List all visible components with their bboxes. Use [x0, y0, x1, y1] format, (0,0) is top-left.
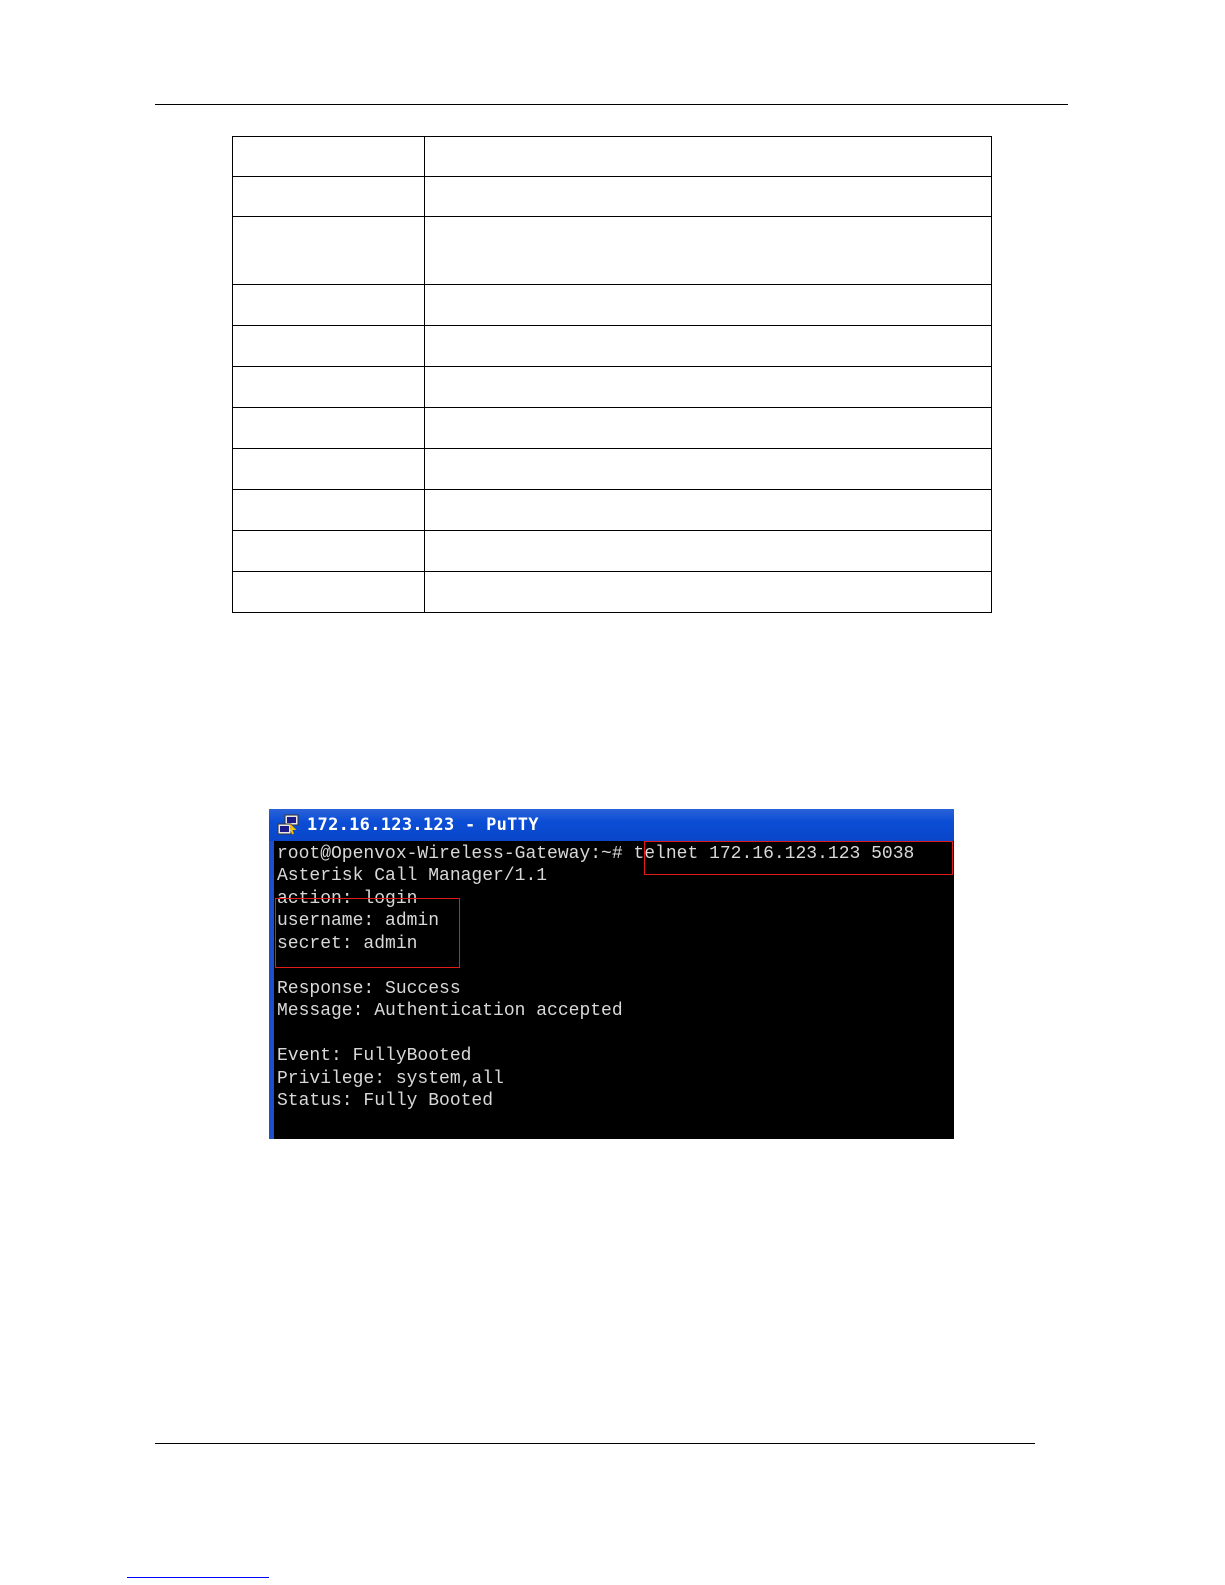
terminal-line: Privilege: system,all	[277, 1069, 504, 1089]
table-cell	[233, 137, 425, 177]
window-border	[269, 841, 274, 1139]
table-row	[233, 217, 992, 285]
table-row	[233, 177, 992, 217]
table-cell	[425, 177, 992, 217]
table-cell	[233, 367, 425, 408]
login-credentials-highlight	[275, 898, 460, 968]
terminal-line: root@Openvox-Wireless-Gateway:~# telnet 172.16.123.123 5038	[277, 844, 915, 864]
terminal-line: secret: admin	[277, 934, 418, 954]
table-row	[233, 285, 992, 326]
telnet-command-highlight	[644, 841, 953, 875]
putty-window-title: 172.16.123.123 - PuTTY	[307, 815, 539, 835]
table-row	[233, 449, 992, 490]
table-cell	[425, 572, 992, 613]
table-row	[233, 490, 992, 531]
table-cell	[233, 572, 425, 613]
table-cell	[425, 137, 992, 177]
table-row	[233, 137, 992, 177]
table-cell	[425, 408, 992, 449]
putty-title-bar	[269, 809, 954, 841]
table-cell	[233, 531, 425, 572]
table-cell	[425, 217, 992, 285]
table-cell	[233, 326, 425, 367]
table-cell	[233, 490, 425, 531]
table-cell	[233, 217, 425, 285]
header-rule	[155, 104, 1068, 105]
table-row	[233, 326, 992, 367]
table-cell	[233, 449, 425, 490]
parameter-table	[232, 136, 992, 613]
table-cell	[233, 285, 425, 326]
putty-icon	[275, 812, 301, 838]
terminal-line: Status: Fully Booted	[277, 1091, 494, 1111]
table-cell	[425, 449, 992, 490]
table-row	[233, 572, 992, 613]
table-row	[233, 531, 992, 572]
table-row	[233, 367, 992, 408]
table-cell	[425, 285, 992, 326]
table-cell	[425, 490, 992, 531]
table-cell	[425, 326, 992, 367]
terminal-line: Event: FullyBooted	[277, 1046, 472, 1066]
putty-screenshot	[269, 809, 954, 1139]
table-cell	[425, 367, 992, 408]
table-cell	[233, 177, 425, 217]
terminal-line: Response: Success	[277, 979, 461, 999]
footer-rule	[155, 1443, 1035, 1444]
terminal-line: Message: Authentication accepted	[277, 1001, 623, 1021]
terminal-line: Asterisk Call Manager/1.1	[277, 866, 548, 886]
terminal-line: username: admin	[277, 911, 440, 931]
table-cell	[233, 408, 425, 449]
table-row	[233, 408, 992, 449]
table-cell	[425, 531, 992, 572]
terminal-line: action: login	[277, 889, 418, 909]
footer-link-underline	[127, 1577, 269, 1578]
